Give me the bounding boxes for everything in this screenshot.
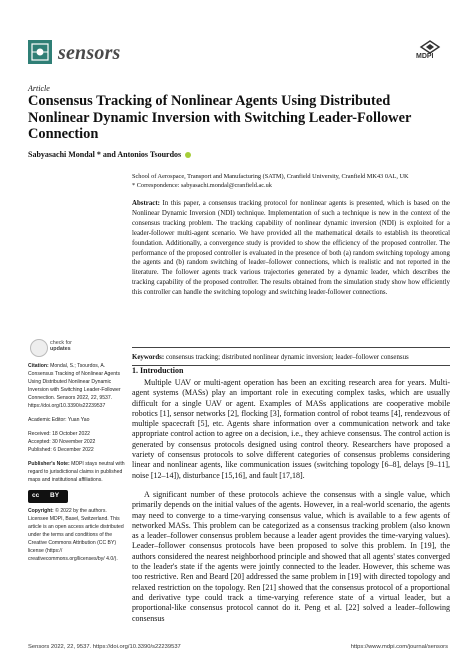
journal-logo-icon — [28, 40, 52, 64]
check-line-1: check for — [50, 340, 72, 346]
citation — [28, 362, 126, 410]
article-sidebar — [28, 362, 126, 569]
article-title: Consensus Tracking of Nonlinear Agents Using Distributed Nonlinear Dynamic Inversion with Switching Leader-Follower Connection — [28, 93, 412, 142]
journal-name[interactable]: sensors — [58, 42, 121, 64]
accepted-date: Accepted: 30 November 2022 — [28, 439, 96, 445]
abstract-text: In this paper, a consensus tracking protocol for nonlinear agents is presented, which is based on the Nonlinear Dynamic Inversion (NDI) technique. Implementation of such a technique is new in the context of the consensus tracking problem. The tracking capability of nonlinear dynamic inversion (NDI) is exploited for a leader-follower multi-agent scenario. We have provided all the mathematical details to establish its theoretical foundation. Additionally, a convergence study is provided to show the efficiency of the proposed controller. The performance of the proposed controller is evaluated in the presence of both (a) random switching topology among the agents and (b) random switching of leader–follower connections, which is realistic and not reported in the literature. The follower agents track various trajectories generated by a dynamic leader, which describes the tracking capability of the proposed controller. The results obtained from the simulation study show how efficiently this controller can handle the switching topology and switching leader-follower connections. — [132, 200, 450, 297]
journal-url-link[interactable]: https://www.mdpi.com/journal/sensors — [350, 644, 448, 650]
check-for-updates-button[interactable] — [30, 337, 94, 359]
divider — [132, 347, 450, 348]
abstract — [132, 199, 450, 298]
publisher-name: MDPI — [416, 53, 434, 60]
author-list — [28, 150, 193, 159]
article-type: Article — [28, 84, 50, 93]
publisher-note-text: MDPI stays neutral with regard to jurisdictional claims in published maps and institutional affiliations. — [28, 461, 125, 483]
affiliation: School of Aerospace, Transport and Manufacturing (SATM), Cranfield University, Cranfield MK43 0AL, UK — [132, 173, 409, 180]
paragraph: A significant number of these protocols achieve the consensus with a single value, which primarily depends on the initial values of the agents. However, in a real-world scenario, the agents may need to converge to a time-varying consensus value, which is available to a few agents of networked MASs. This problem can be categorized as a consensus tracking problem (also known as a leader–follower consensus problem because a leader agent provides the time-varying values). Leader–follower consensus protocols have been proposed to solve this problem. In [19], the authors considered the nearest neighborhood principle and showed that all agents' states converged to the leader's state if the agents were jointly connected to the leader. However, this scheme was too restrictive. Ren and Beard [20] addressed the same problem in [19] with directed topology and relaxed restriction on the topology. Ren [21] showed that the consensus protocol of a proportional and derivative type could track a time-varying reference state of a virtual leader, but a proportional-like consensus protocol cannot do it. Peng et al. [22] solved a leader–following consensus — [132, 490, 450, 623]
citation-text: Mondal, S.; Tsourdos, A. Consensus Tracking of Nonlinear Agents Using Distributed Nonlinear Dynamic Inversion with Switching Leader-Follower Connection. Sensors 2022, 22, 9537. https://doi.org/10.3390/s22239537 — [28, 363, 121, 409]
mdpi-logo[interactable] — [410, 40, 450, 66]
orcid-icon[interactable] — [185, 152, 191, 158]
refresh-icon — [30, 339, 48, 357]
affiliation-block — [132, 173, 452, 190]
keywords — [132, 353, 450, 363]
publisher-note-label: Publisher's Note: — [28, 461, 70, 467]
academic-editor: Academic Editor: Yuan Yao — [28, 417, 90, 423]
published-date: Published: 6 December 2022 — [28, 447, 94, 453]
cc-by-license-icon[interactable] — [28, 490, 68, 503]
copyright-text: © 2022 by the authors. Licensee MDPI, Basel, Switzerland. This article is an open access article distributed under the terms and conditions of the Creative Commons Attribution (CC BY) license (https:// creativecommons.org/licenses/by/ 4.0/). — [28, 508, 124, 562]
authors-text: Sabyasachi Mondal * and Antonios Tsourdos — [28, 150, 182, 159]
paragraph: Multiple UAV or multi-agent operation has been an exciting research area for years. Multi-agent systems (MASs) play an important role in executing complex tasks, which are usually difficult for a single UAV or agent. Examples of MASs applications are cooperative mobile robotics [1], sensor networks [2], flocking [3], formation control of robot teams [4], rendezvous of multiple spacecraft [5], etc. Agents share information over a communication network and take appropriate control action to agree on a decision, i.e., they achieve consensus. The control action is generated by consensus protocols designed using control theory. Researchers have proposed a variety of consensus protocols to solve different categories of consensus problems considering linear and nonlinear agents, like communication issues (switching topology [6–8], delays [9–11], noise [12–14]), disturbance [15,16], and fault [17,18]. — [132, 378, 450, 480]
section-heading: 1. Introduction — [132, 366, 184, 375]
check-line-2: updates — [50, 346, 71, 353]
footer-citation[interactable]: Sensors 2022, 22, 9537. https://doi.org/10.3390/s22239537 — [28, 644, 181, 650]
abstract-label: Abstract: — [132, 200, 160, 207]
copyright-label: Copyright: — [28, 508, 54, 514]
keywords-text: consensus tracking; distributed nonlinear dynamic inversion; leader–follower consensus — [165, 354, 409, 361]
received-date: Received: 18 October 2022 — [28, 431, 91, 437]
copyright — [28, 507, 126, 563]
keywords-label: Keywords: — [132, 354, 165, 361]
correspondence: * Correspondence: sabyasachi.mondal@cranfield.ac.uk — [132, 181, 272, 189]
cc-label: cc — [32, 492, 40, 499]
citation-label: Citation: — [28, 363, 49, 369]
publisher-note — [28, 460, 126, 484]
by-label: BY — [50, 492, 60, 499]
